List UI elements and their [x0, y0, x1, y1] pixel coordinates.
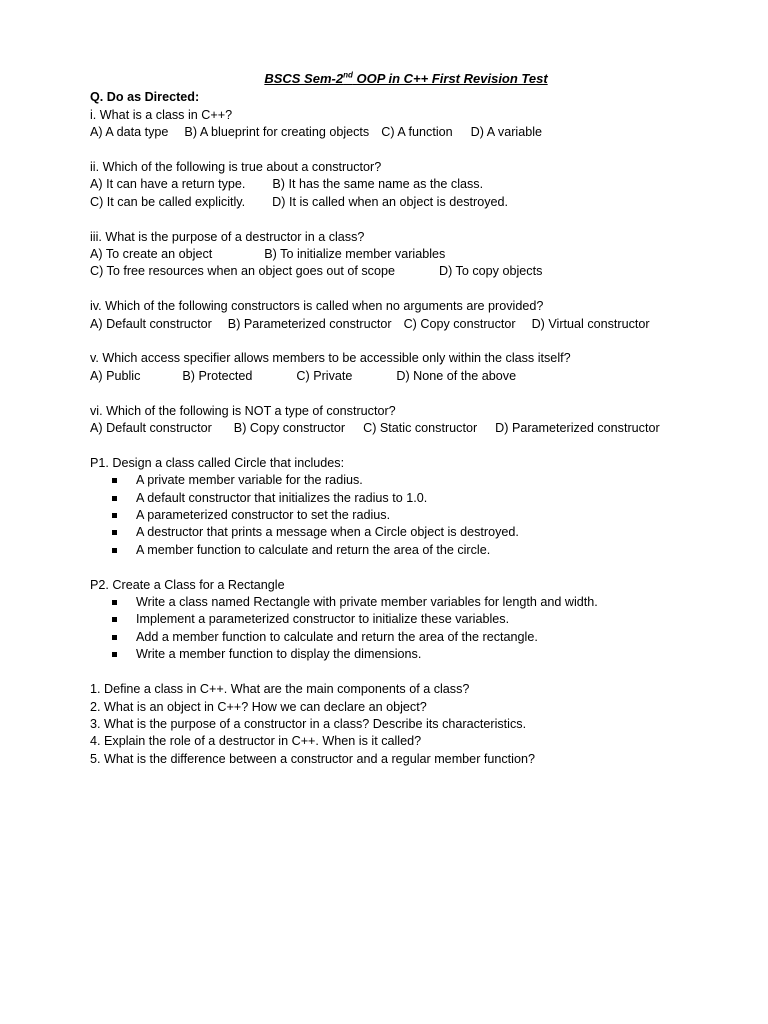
mcq-option: B) A blueprint for creating objects: [184, 125, 370, 140]
mcq-option: D) None of the above: [396, 368, 517, 383]
short-question-section: [90, 681, 730, 768]
mcq-option: D) Parameterized constructor: [495, 421, 660, 436]
paragraph-spacer: [90, 281, 730, 298]
title-suffix: OOP in C++ First Revision Test: [352, 71, 548, 86]
mcq-option-row: [90, 420, 730, 437]
mcq-item: [90, 350, 730, 402]
problem-item: [90, 577, 730, 681]
problem-bullet-item: [112, 507, 730, 524]
mcq-option: A) To create an object: [90, 247, 213, 262]
mcq-option: B) It has the same name as the class.: [272, 177, 484, 192]
paragraph-spacer: [90, 385, 730, 402]
test-page: [90, 70, 730, 768]
short-question: 3. What is the purpose of a constructor in a class? Describe its characteristics.: [90, 716, 527, 731]
mcq-option: D) Virtual constructor: [531, 316, 650, 331]
test-title: [82, 70, 730, 87]
mcq-option: B) Copy constructor: [233, 421, 346, 436]
mcq-option: A) It can have a return type.: [90, 177, 246, 192]
problem-bullet-item: [112, 629, 730, 646]
mcq-option: C) To free resources when an object goes out of scope: [90, 264, 395, 279]
mcq-item: [90, 298, 730, 350]
mcq-question: i. What is a class in C++?: [90, 107, 233, 122]
mcq-question: v. Which access specifier allows members to be accessible only within the class itself?: [90, 351, 571, 366]
paragraph-spacer: [90, 333, 730, 350]
paragraph-spacer: [90, 437, 730, 454]
problem-bullet-text: Write a member function to display the dimensions.: [136, 647, 422, 662]
mcq-item: [90, 107, 730, 159]
square-bullet-icon: [112, 617, 117, 622]
problem-bullet-text: A member function to calculate and return the area of the circle.: [136, 542, 491, 557]
short-question: 4. Explain the role of a destructor in C++. When is it called?: [90, 734, 422, 749]
mcq-option-row: [90, 246, 730, 263]
mcq-item: [90, 159, 730, 229]
paragraph-spacer: [90, 559, 730, 576]
mcq-option: C) It can be called explicitly.: [90, 194, 246, 209]
problem-bullet-item: [112, 490, 730, 507]
mcq-option: B) Protected: [182, 368, 253, 383]
mcq-question: iv. Which of the following constructors is called when no arguments are provided?: [90, 299, 544, 314]
problem-bullet-text: A destructor that prints a message when a Circle object is destroyed.: [136, 525, 519, 540]
problem-item: [90, 455, 730, 577]
mcq-option-row: [90, 316, 730, 333]
square-bullet-icon: [112, 652, 117, 657]
mcq-option-row: [90, 368, 730, 385]
mcq-option-row: [90, 176, 730, 193]
problem-bullet-item: [112, 594, 730, 611]
square-bullet-icon: [112, 530, 117, 535]
mcq-question: ii. Which of the following is true about a constructor?: [90, 160, 382, 175]
title-superscript: nd: [343, 70, 353, 80]
short-question: 1. Define a class in C++. What are the main components of a class?: [90, 682, 470, 697]
mcq-option: D) It is called when an object is destroyed.: [272, 194, 509, 209]
square-bullet-icon: [112, 635, 117, 640]
mcq-option: A) A data type: [90, 125, 169, 140]
square-bullet-icon: [112, 478, 117, 483]
problem-bullet-item: [112, 542, 730, 559]
mcq-option-row: [90, 124, 730, 141]
square-bullet-icon: [112, 496, 117, 501]
mcq-item: [90, 403, 730, 455]
problem-heading: P2. Create a Class for a Rectangle: [90, 577, 285, 592]
mcq-option: C) Private: [296, 368, 353, 383]
short-question: 2. What is an object in C++? How we can declare an object?: [90, 699, 427, 714]
paragraph-spacer: [90, 664, 730, 681]
section-heading: Q. Do as Directed:: [90, 90, 200, 105]
mcq-option: D) A variable: [470, 125, 543, 140]
mcq-option: C) Copy constructor: [403, 316, 516, 331]
mcq-question: iii. What is the purpose of a destructor in a class?: [90, 229, 365, 244]
mcq-option: A) Default constructor: [90, 421, 212, 436]
mcq-option: A) Default constructor: [90, 316, 212, 331]
problem-section: [90, 455, 730, 681]
problem-bullet-item: [112, 611, 730, 628]
mcq-option-row: [90, 263, 730, 280]
problem-heading: P1. Design a class called Circle that includes:: [90, 455, 345, 470]
mcq-option: B) To initialize member variables: [264, 247, 446, 262]
problem-bullet-item: [112, 646, 730, 663]
problem-bullet-list: [90, 594, 730, 664]
problem-bullet-text: A private member variable for the radius.: [136, 473, 363, 488]
square-bullet-icon: [112, 600, 117, 605]
problem-bullet-item: [112, 524, 730, 541]
mcq-option: B) Parameterized constructor: [227, 316, 392, 331]
mcq-option: A) Public: [90, 368, 141, 383]
mcq-section: [90, 107, 730, 455]
short-question: 5. What is the difference between a constructor and a regular member function?: [90, 751, 535, 766]
paragraph-spacer: [90, 142, 730, 159]
problem-bullet-text: A parameterized constructor to set the radius.: [136, 508, 391, 523]
problem-bullet-text: Add a member function to calculate and return the area of the rectangle.: [136, 629, 538, 644]
problem-bullet-list: [90, 472, 730, 559]
paragraph-spacer: [90, 211, 730, 228]
mcq-question: vi. Which of the following is NOT a type of constructor?: [90, 403, 396, 418]
mcq-option: C) A function: [381, 125, 453, 140]
title-prefix: BSCS Sem-2: [264, 71, 344, 86]
problem-bullet-text: Implement a parameterized constructor to initialize these variables.: [136, 612, 510, 627]
mcq-item: [90, 229, 730, 299]
square-bullet-icon: [112, 513, 117, 518]
problem-bullet-item: [112, 472, 730, 489]
mcq-option: C) Static constructor: [363, 421, 478, 436]
problem-bullet-text: Write a class named Rectangle with private member variables for length and width.: [136, 595, 598, 610]
mcq-option-row: [90, 194, 730, 211]
problem-bullet-text: A default constructor that initializes the radius to 1.0.: [136, 490, 428, 505]
mcq-option: D) To copy objects: [439, 264, 543, 279]
square-bullet-icon: [112, 548, 117, 553]
